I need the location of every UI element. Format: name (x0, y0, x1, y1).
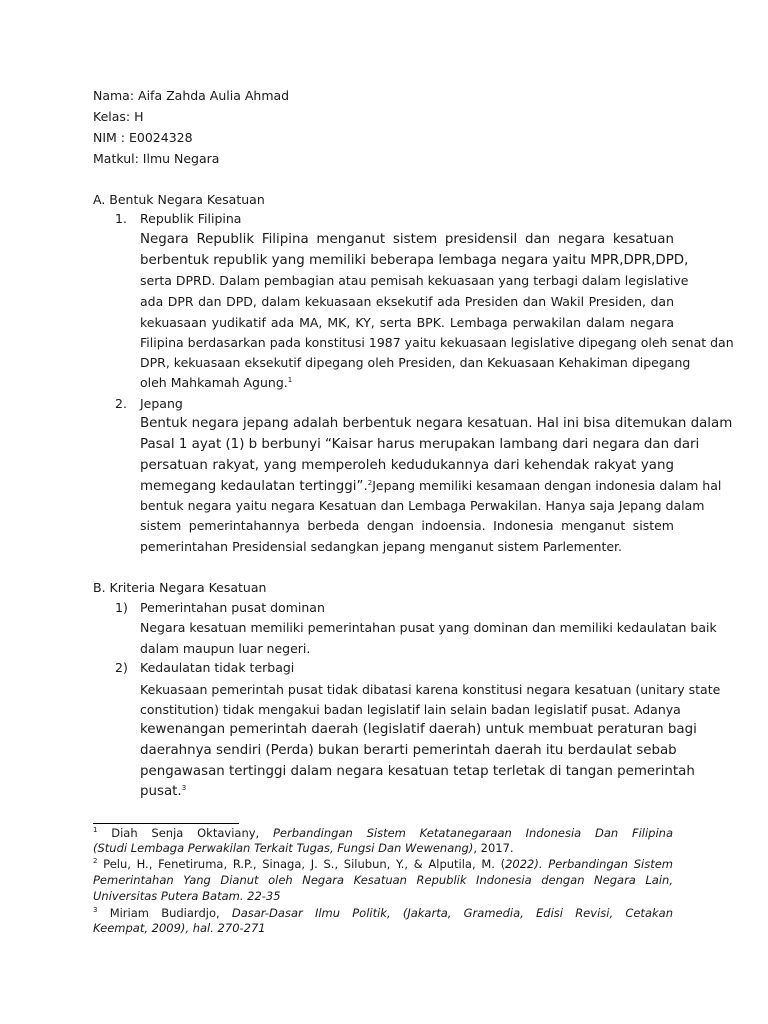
footnote-3-line1: $^3$ Miriam Budiardjo, Dasar-Dasar Ilmu Politik, (Jakarta, Gramedia, Edisi Revisi, Cetakan (93, 906, 673, 920)
paragraph-line: DPR, kekuasaan eksekutif dipegang oleh Presiden, dan Kekuasaan Kehakiman dipegang (140, 355, 691, 370)
list-number: 2. (115, 396, 127, 411)
footnote-2-line2: Pemerintahan Yang Dianut oleh Negara Kesatuan Republik Indonesia dengan Negara Lain, (93, 873, 673, 887)
section-b-title: B. Kriteria Negara Kesatuan (93, 580, 267, 595)
list-number: 1. (115, 211, 127, 226)
item-heading-filipina: Republik Filipina (140, 211, 242, 226)
paragraph-line: kewenangan pemerintah daerah (legislatif daerah) untuk membuat peraturan bagi (140, 722, 697, 737)
item-heading-jepang: Jepang (140, 396, 183, 411)
footnote-1-line2: (Studi Lembaga Perwakilan Terkait Tugas, Fungsi Dan Wewenang), 2017. (93, 841, 514, 855)
paragraph-line: kekuasaan yudikatif ada MA, MK, KY, serta BPK. Lembaga perwakilan dalam negara (140, 315, 674, 330)
footnote-divider (93, 823, 239, 824)
paragraph-line: Pasal 1 ayat (1) b berbunyi “Kaisar harus merupakan lambang dari negara dan dari (140, 437, 700, 452)
paragraph-line: daerahnya sendiri (Perda) bukan berarti pemerintah daerah itu berdaulat sebab (140, 743, 677, 758)
footnote-1-line1: $^1$ Diah Senja Oktaviany, Perbandingan Sistem Ketatanegaraan Indonesia Dan Filipina (93, 826, 673, 840)
course-name: Matkul: Ilmu Negara (93, 151, 220, 166)
paragraph-line: persatuan rakyat, yang memperoleh kedudukannya dari kehendak rakyat yang (140, 458, 674, 473)
paragraph-line: pusat.$^3$ (140, 784, 187, 799)
paragraph-line: pemerintahan Presidensial sedangkan jepang menganut sistem Parlementer. (140, 539, 623, 554)
paragraph-line: Kekuasaan pemerintah pusat tidak dibatasi karena konstitusi negara kesatuan (unitary state (140, 682, 721, 697)
paragraph-line: Bentuk negara jepang adalah berbentuk negara kesatuan. Hal ini bisa ditemukan dalam (140, 416, 733, 431)
paragraph-line: oleh Mahkamah Agung.$^1$ (140, 375, 293, 390)
paragraph-line: berbentuk republik yang memiliki beberapa lembaga negara yaitu MPR,DPR,DPD, (140, 253, 689, 268)
student-nim: NIM : E0024328 (93, 130, 193, 145)
footnote-2-line1: $^2$ Pelu, H., Fenetiruma, R.P., Sinaga, J. S., Silubun, Y., & Alputila, M. (2022). Perbandingan Sistem (93, 857, 673, 871)
footnote-2-line3: Universitas Putera Batam. 22-35 (93, 889, 281, 903)
paragraph-line: Negara kesatuan memiliki pemerintahan pusat yang dominan dan memiliki kedaulatan baik (140, 620, 717, 635)
paragraph-line: dalam maupun luar negeri. (140, 641, 311, 656)
footnote-ref: 1 (287, 376, 293, 384)
footnote-ref: 3 (181, 784, 187, 792)
paragraph-line: ada DPR dan DPD, dalam kekuasaan eksekutif ada Presiden dan Wakil Presiden, dan (140, 294, 674, 309)
footnote-ref: 2 (367, 479, 373, 487)
list-number: 2) (115, 660, 128, 675)
item-heading-pemerintahan: Pemerintahan pusat dominan (140, 600, 325, 615)
paragraph-line: sistem pemerintahannya berbeda dengan indoensia. Indonesia menganut sistem (140, 518, 674, 533)
section-a-title: A. Bentuk Negara Kesatuan (93, 192, 265, 207)
paragraph-line: serta DPRD. Dalam pembagian atau pemisah kekuasaan yang terbagi dalam legislative (140, 273, 689, 288)
item-heading-kedaulatan: Kedaulatan tidak terbagi (140, 660, 295, 675)
paragraph-line: bentuk negara yaitu negara Kesatuan dan Lembaga Perwakilan. Hanya saja Jepang dalam (140, 498, 705, 513)
student-class: Kelas: H (93, 109, 144, 124)
paragraph-line: Filipina berdasarkan pada konstitusi 1987 yaitu kekuasaan legislative dipegang oleh senat dan (140, 335, 734, 350)
footnote-3-line2: Keempat, 2009), hal. 270-271 (93, 921, 266, 935)
paragraph-line: memegang kedaulatan tertinggi”.$^2$Jepang memiliki kesamaan dengan indonesia dalam hal (140, 478, 722, 494)
paragraph-line: Negara Republik Filipina menganut sistem presidensil dan negara kesatuan (140, 232, 674, 247)
paragraph-line: constitution) tidak mengakui badan legislatif lain selain badan legislatif pusat. Adanya (140, 702, 681, 717)
list-number: 1) (115, 600, 128, 615)
student-name: Nama: Aifa Zahda Aulia Ahmad (93, 88, 290, 103)
paragraph-line: pengawasan tertinggi dalam negara kesatuan tetap terletak di tangan pemerintah (140, 764, 695, 779)
